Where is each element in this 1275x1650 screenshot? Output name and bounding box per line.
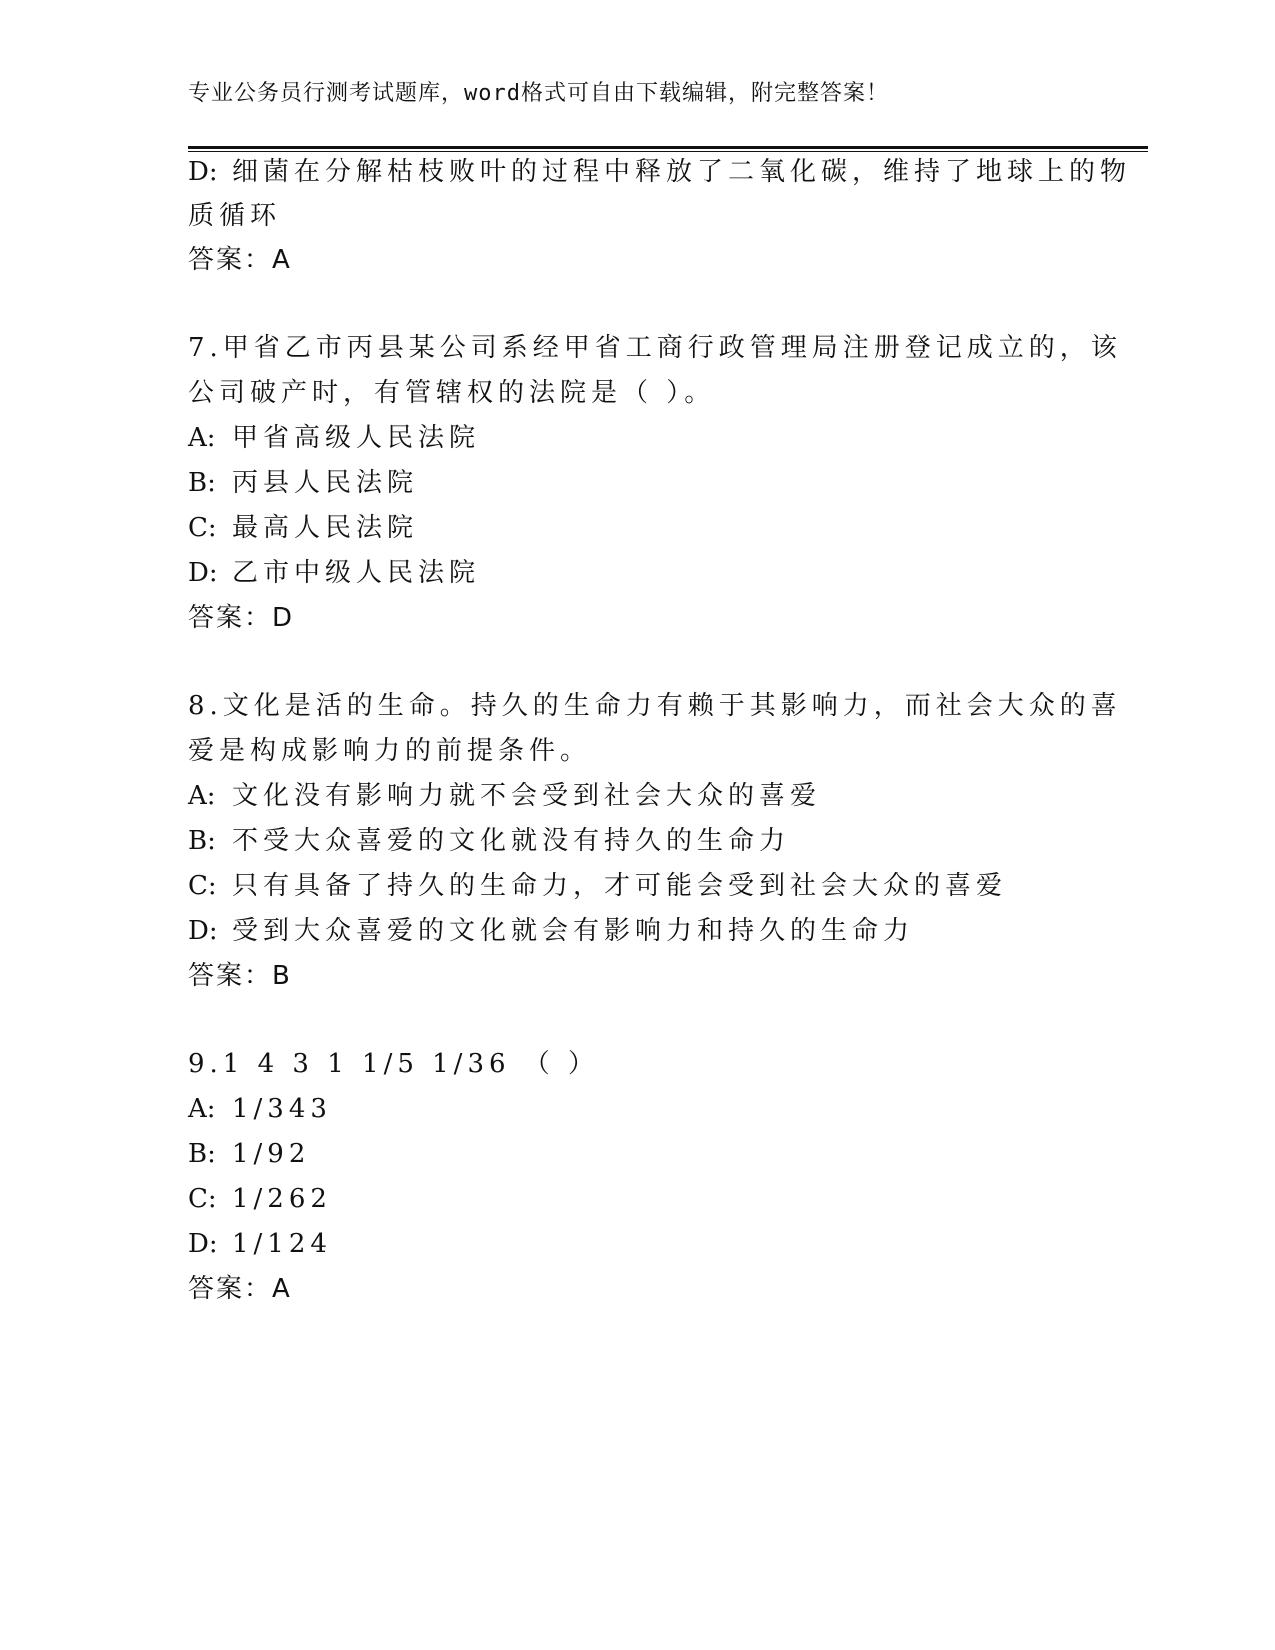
q8-stem-line2: 爱是构成影响力的前提条件。 — [188, 736, 592, 766]
q7-stem-line1: 7.甲省乙市丙县某公司系经甲省工商行政管理局注册登记成立的，该 — [188, 333, 1122, 363]
option-label: D: — [188, 1229, 218, 1259]
option-text: 只有具备了持久的生命力，才可能会受到社会大众的喜爱 — [232, 871, 1008, 901]
q8-option-b — [188, 823, 790, 859]
q7-option-b — [188, 465, 418, 501]
q8-option-a — [188, 778, 821, 814]
option-text: 1/124 — [232, 1229, 332, 1259]
option-text: 1/92 — [232, 1139, 311, 1169]
q7-option-d — [188, 555, 480, 591]
q9-option-b — [188, 1136, 310, 1172]
q8-option-c — [188, 868, 1007, 904]
q6-option-d-text-line1: 细菌在分解枯枝败叶的过程中释放了二氧化碳，维持了地球上的物 — [232, 157, 1132, 187]
option-text: 受到大众喜爱的文化就会有影响力和持久的生命力 — [232, 916, 915, 946]
header-divider — [188, 146, 1148, 152]
q9-option-d — [188, 1226, 332, 1262]
option-label: B: — [188, 1139, 216, 1169]
q8-stem-line1: 8.文化是活的生命。持久的生命力有赖于其影响力，而社会大众的喜 — [188, 691, 1122, 721]
q6-option-d-continued: 质循环 — [188, 201, 282, 231]
option-label: D: — [188, 916, 218, 946]
q9-stem: 9.1 4 3 1 1/5 1/36 （ ） — [188, 1049, 600, 1079]
option-text: 文化没有影响力就不会受到社会大众的喜爱 — [232, 781, 822, 811]
option-label: B: — [188, 826, 216, 856]
q6-answer: 答案：A — [188, 245, 292, 275]
q9-option-c — [188, 1181, 332, 1217]
q7-stem-line2: 公司破产时，有管辖权的法院是（ ）。 — [188, 378, 716, 408]
q6-option-d-label: D: — [188, 157, 218, 187]
option-text: 1/262 — [232, 1184, 332, 1214]
q7-answer: 答案：D — [188, 603, 295, 633]
q9-option-a — [188, 1091, 332, 1127]
option-text: 不受大众喜爱的文化就没有持久的生命力 — [232, 826, 791, 856]
q6-option-d — [188, 154, 1131, 190]
option-label: A: — [188, 1094, 216, 1124]
option-text: 甲省高级人民法院 — [232, 423, 481, 453]
option-text: 丙县人民法院 — [232, 468, 419, 498]
q7-option-c — [188, 510, 418, 546]
option-label: C: — [188, 513, 217, 543]
q7-option-a — [188, 420, 480, 456]
option-label: C: — [188, 871, 217, 901]
option-label: D: — [188, 558, 218, 588]
option-label: B: — [188, 468, 216, 498]
option-label: C: — [188, 1184, 217, 1214]
option-label: A: — [188, 781, 216, 811]
q9-answer: 答案：A — [188, 1274, 292, 1304]
page-header-text: 专业公务员行测考试题库，word格式可自由下载编辑，附完整答案！ — [188, 81, 889, 106]
q8-option-d — [188, 913, 914, 949]
option-text: 最高人民法院 — [232, 513, 419, 543]
q8-answer: 答案：B — [188, 961, 292, 991]
option-label: A: — [188, 423, 216, 453]
option-text: 乙市中级人民法院 — [232, 558, 481, 588]
option-text: 1/343 — [232, 1094, 332, 1124]
